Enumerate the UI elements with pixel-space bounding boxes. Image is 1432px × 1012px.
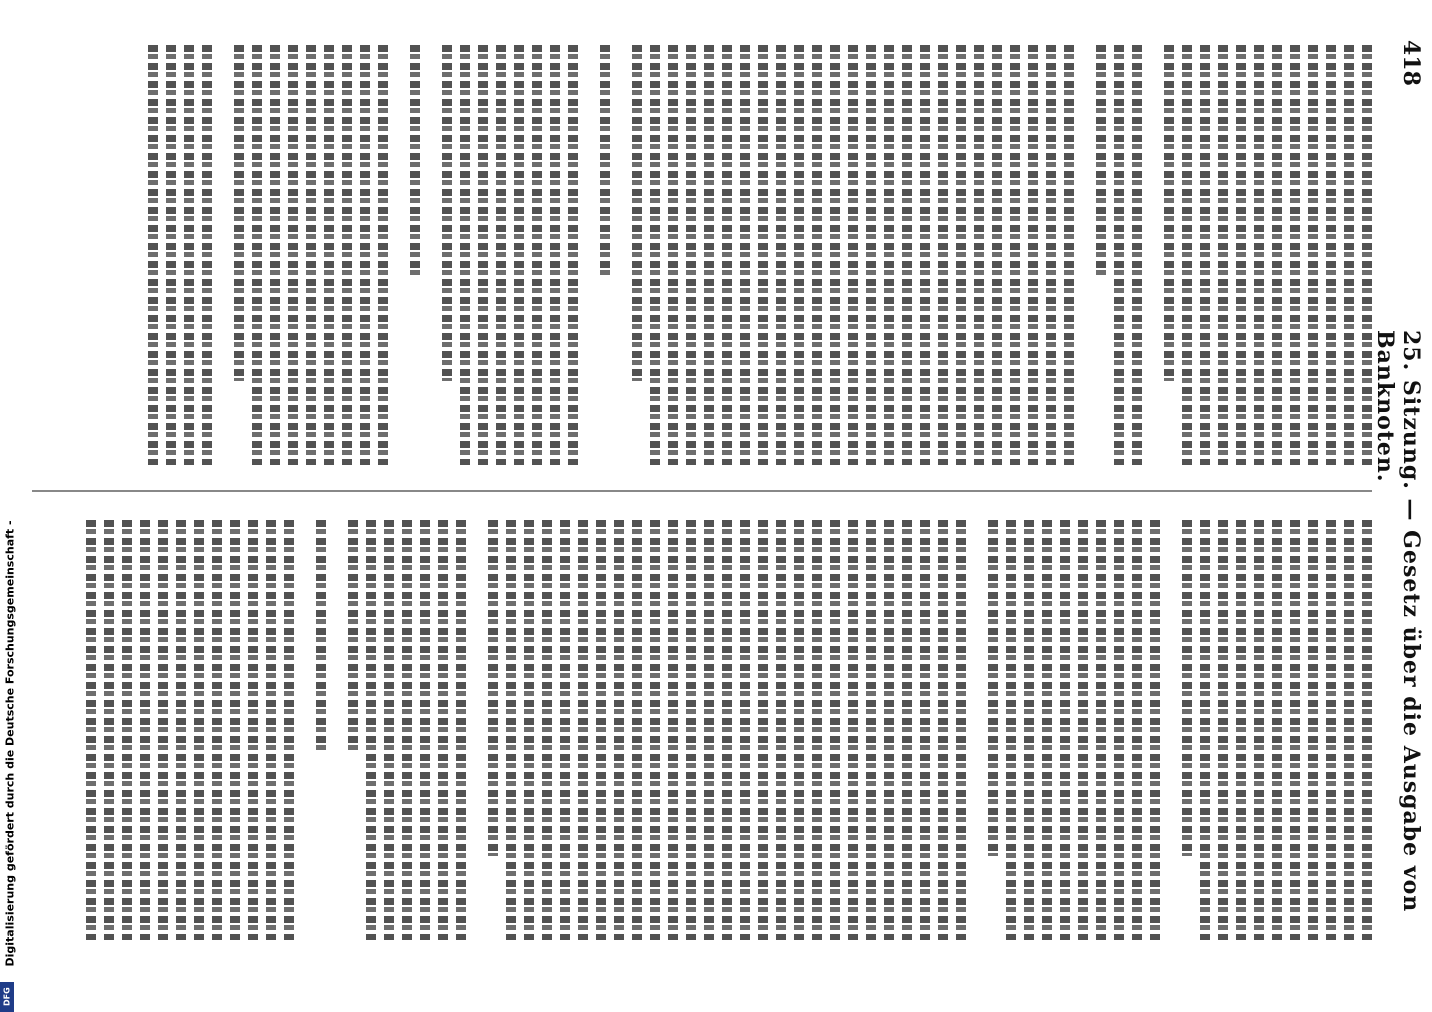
text-line [230,520,240,940]
text-line [722,45,732,465]
text-line [86,520,96,940]
text-line [920,45,930,465]
text-line [776,45,786,465]
text-line [668,520,678,940]
text-line [342,45,352,465]
text-line [1060,520,1070,940]
page-header [1372,0,1432,1000]
text-line [270,45,280,465]
text-line [1046,45,1056,465]
text-line [596,520,606,940]
text-line [988,520,998,856]
text-line [456,520,466,940]
text-line [704,45,714,465]
text-line [1132,520,1142,940]
text-line [384,520,394,940]
text-line [122,520,132,940]
paragraph-gap [420,45,434,465]
text-line [378,45,388,465]
text-line [866,520,876,940]
text-line [438,520,448,940]
text-line [148,45,158,465]
text-line [1028,45,1038,465]
text-line [600,45,610,276]
text-line [1344,520,1354,940]
paragraph-gap [212,45,226,465]
paragraph-gap [578,45,592,465]
text-line [956,45,966,465]
text-line [1290,45,1300,465]
text-line [442,45,452,381]
text-line [866,45,876,465]
text-line [650,45,660,465]
text-line [1114,520,1124,940]
text-line [140,520,150,940]
text-line [1182,45,1192,465]
text-line [524,520,534,940]
text-line [202,45,212,465]
text-line [956,520,966,940]
text-line [266,520,276,940]
text-line [1236,45,1246,465]
text-line [348,520,358,751]
text-line [650,520,660,940]
text-line [902,45,912,465]
text-line [316,520,326,751]
text-line [1362,45,1372,465]
text-line [1042,520,1052,940]
text-line [550,45,560,465]
text-line [686,45,696,465]
text-line [488,520,498,856]
text-line [686,520,696,940]
dfg-logo: DFG [0,982,14,1012]
text-line [158,520,168,940]
text-line [1254,45,1264,465]
text-line [478,45,488,465]
running-head: 25. Sitzung. — Gesetz über die Ausgabe von Banknoten. [1372,330,1424,913]
text-line [1308,45,1318,465]
digitization-credit: Digitalisierung gefördert durch die Deutsche Forschungsgemeinschaft - [3,520,17,967]
text-line [1006,520,1016,940]
text-line [884,45,894,465]
text-line [1150,520,1160,940]
text-line [234,45,244,381]
text-line [166,45,176,465]
text-line [104,520,114,940]
text-line [1064,45,1074,465]
text-line [1218,520,1228,940]
text-column-left [32,45,1372,465]
text-line [1290,520,1300,940]
text-line [812,45,822,465]
text-line [758,520,768,940]
paragraph-gap [966,520,980,940]
text-line [532,45,542,465]
text-line [514,45,524,465]
text-line [740,520,750,940]
text-line [578,520,588,940]
text-line [366,520,376,940]
text-line [1200,45,1210,465]
text-line [938,520,948,940]
paragraph-gap [466,520,480,940]
page-number: 418 [1398,40,1424,86]
text-column-right [32,520,1372,940]
text-line [184,45,194,465]
text-line [830,520,840,940]
text-line [252,45,262,465]
text-line [410,45,420,276]
text-line [1308,520,1318,940]
paragraph-gap [326,520,340,940]
text-line [284,520,294,940]
text-line [194,520,204,940]
paragraph-gap [294,520,308,940]
text-line [1254,520,1264,940]
text-line [992,45,1002,465]
text-line [722,520,732,940]
text-line [542,520,552,940]
text-line [1326,520,1336,940]
paragraph-gap [1142,45,1156,465]
text-line [668,45,678,465]
text-line [848,520,858,940]
text-line [830,45,840,465]
text-line [812,520,822,940]
text-line [1182,520,1192,856]
text-line [794,45,804,465]
text-line [1272,45,1282,465]
text-line [1218,45,1228,465]
paragraph-gap [388,45,402,465]
text-line [758,45,768,465]
text-line [324,45,334,465]
text-line [632,45,642,381]
text-line [460,45,470,465]
text-line [360,45,370,465]
text-line [560,520,570,940]
text-line [794,520,804,940]
text-line [1362,520,1372,940]
text-line [902,520,912,940]
text-line [1326,45,1336,465]
text-line [776,520,786,940]
text-line [506,520,516,940]
text-line [248,520,258,940]
text-line [1200,520,1210,940]
text-line [884,520,894,940]
text-line [288,45,298,465]
text-line [614,520,624,940]
text-line [176,520,186,940]
text-line [496,45,506,465]
text-line [740,45,750,465]
text-line [212,520,222,940]
text-line [1010,45,1020,465]
text-line [1078,520,1088,940]
paragraph-gap [1160,520,1174,940]
text-line [402,520,412,940]
text-line [920,520,930,940]
text-line [1236,520,1246,940]
text-line [306,45,316,465]
text-line [1024,520,1034,940]
text-line [1096,45,1106,276]
digitization-footer [0,20,17,1007]
text-line [1272,520,1282,940]
text-line [1114,45,1124,465]
paragraph-gap [1074,45,1088,465]
text-line [704,520,714,940]
text-line [1096,520,1106,940]
text-line [1132,45,1142,465]
text-line [1344,45,1354,465]
text-line [1164,45,1174,381]
text-line [938,45,948,465]
text-line [632,520,642,940]
text-line [420,520,430,940]
text-line [974,45,984,465]
paragraph-gap [610,45,624,465]
column-divider [32,490,1372,492]
text-line [848,45,858,465]
text-line [568,45,578,465]
